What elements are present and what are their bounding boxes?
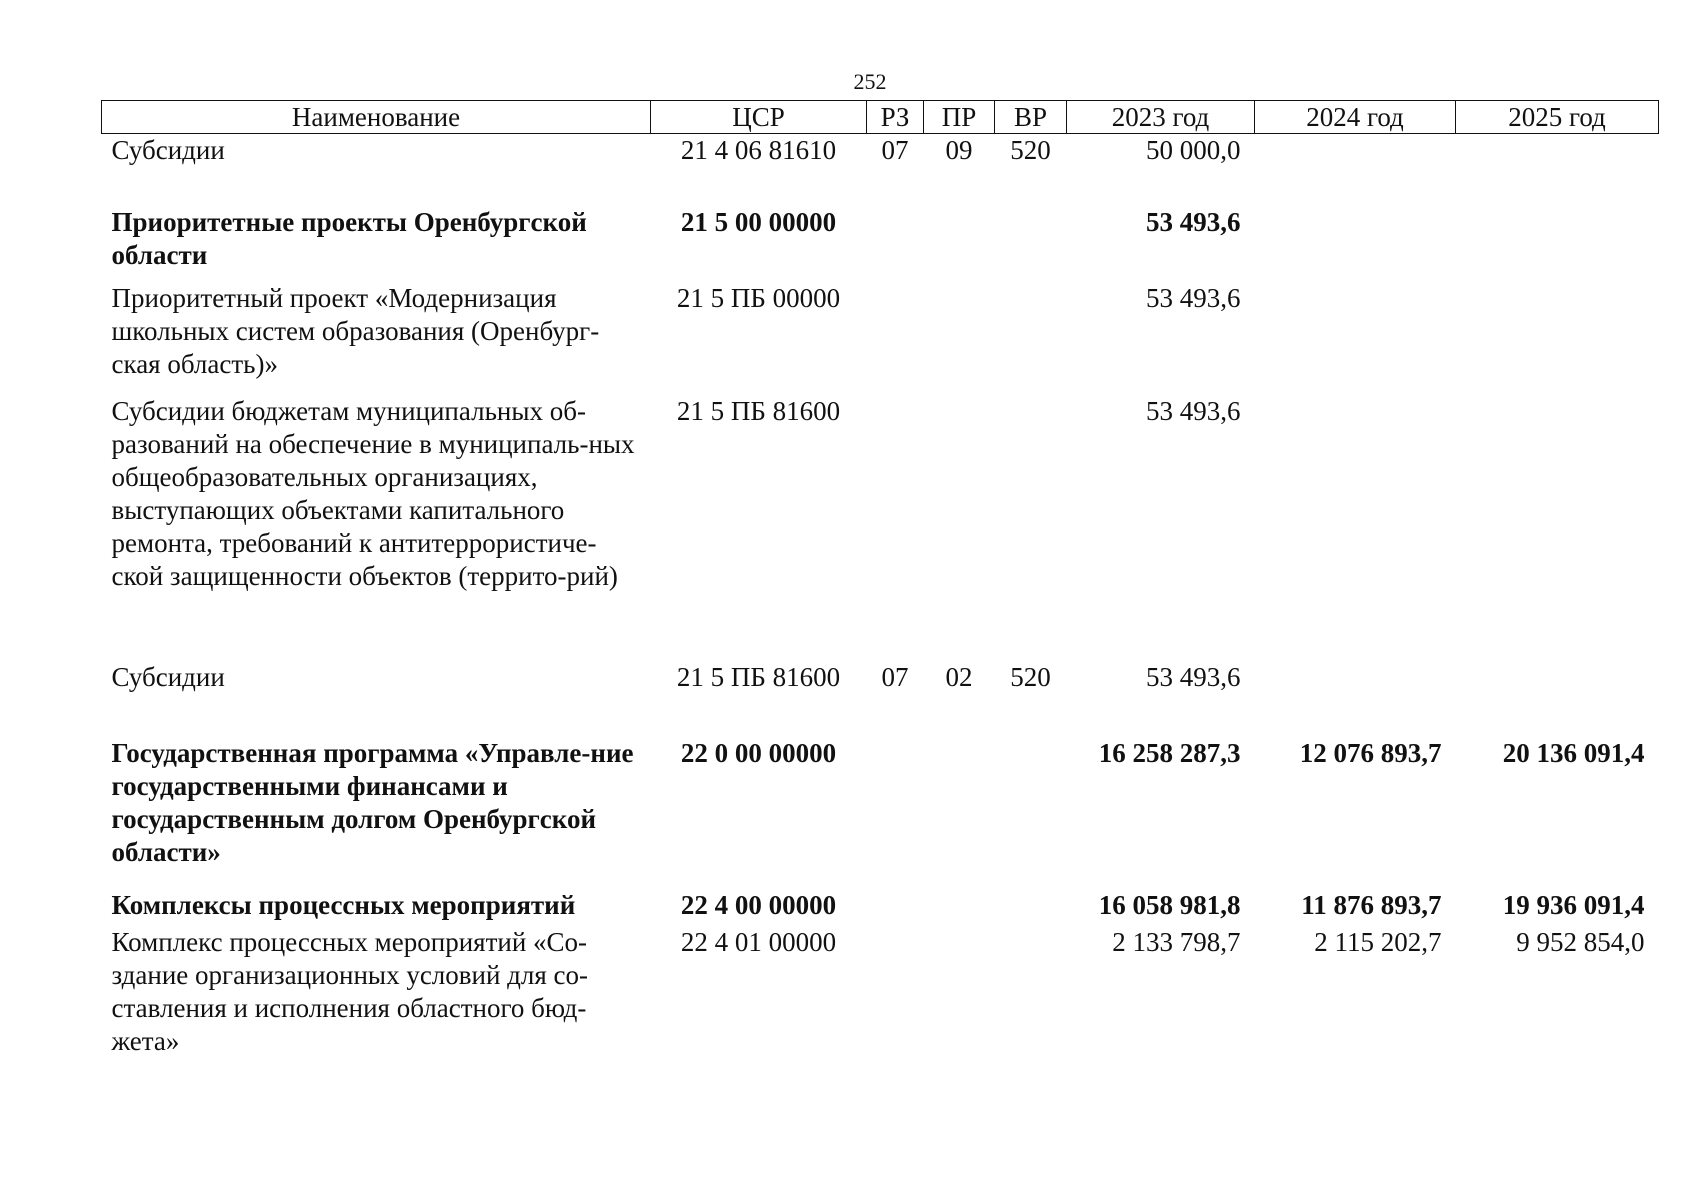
- table-row: [102, 661, 1659, 737]
- row-2023: 50 000,0: [1146, 135, 1241, 165]
- row-rz: 07: [881, 661, 909, 692]
- table-row: [102, 134, 1659, 206]
- row-2025: [1456, 206, 1659, 282]
- row-vr: [995, 206, 1067, 282]
- header-name: Наименование: [102, 101, 651, 134]
- row-2024: [1255, 206, 1456, 282]
- table-row: [102, 889, 1659, 926]
- row-2023: 53 493,6: [1146, 206, 1241, 237]
- header-2023: 2023 год: [1067, 101, 1255, 134]
- row-csr: 22 4 00 00000: [680, 889, 837, 920]
- row-vr: [995, 737, 1067, 889]
- page-number: 252: [853, 69, 887, 94]
- table-row: [102, 926, 1659, 1066]
- row-csr: 21 5 ПБ 81600: [676, 661, 841, 692]
- row-name: Приоритетный проект «Модернизация школьных систем образования (Оренбург-ская область)»: [111, 282, 600, 379]
- row-2023: 53 493,6: [1146, 282, 1241, 313]
- row-pr: [924, 889, 995, 926]
- row-pr: [924, 206, 995, 282]
- header-2024: 2024 год: [1255, 101, 1456, 134]
- row-rz: [867, 395, 924, 661]
- budget-table: [101, 100, 1659, 1066]
- table-row: [102, 737, 1659, 889]
- row-2025: 9 952 854,0: [1516, 926, 1645, 957]
- row-name: Субсидии бюджетам муниципальных об-разований на обеспечение в муниципаль-ных общеобразовательных организациях, выступающих объектами капитального ремонта, требований к антитеррористиче-ской защищенности объектов (террито-рий): [111, 395, 635, 591]
- header-2025: 2025 год: [1456, 101, 1659, 134]
- row-rz: [867, 889, 924, 926]
- row-name: Приоритетные проекты Оренбургской области: [111, 206, 587, 270]
- table-row: [102, 206, 1659, 282]
- row-2025: [1456, 395, 1659, 661]
- row-2025: [1456, 282, 1659, 395]
- row-csr: 22 4 01 00000: [680, 926, 837, 957]
- row-name: Государственная программа «Управле-ние государственными финансами и государственным долгом Оренбургской области»: [111, 737, 634, 867]
- row-pr: [924, 395, 995, 661]
- row-vr: [995, 395, 1067, 661]
- header-pr: ПР: [924, 101, 995, 134]
- row-name: Субсидии: [111, 135, 225, 165]
- row-pr: [924, 926, 995, 1066]
- row-vr: [995, 282, 1067, 395]
- row-csr: 21 5 00 00000: [680, 206, 837, 237]
- row-csr: 22 0 00 00000: [680, 737, 837, 768]
- row-rz: [867, 737, 924, 889]
- table-row: [102, 395, 1659, 661]
- row-2024: [1255, 661, 1456, 737]
- row-vr: [995, 889, 1067, 926]
- row-2023: 16 058 981,8: [1098, 889, 1241, 920]
- row-rz: 07: [881, 135, 909, 165]
- row-2025: 20 136 091,4: [1502, 737, 1645, 768]
- table-row: [102, 282, 1659, 395]
- row-name: Субсидии: [111, 661, 225, 692]
- row-vr: [995, 926, 1067, 1066]
- row-pr: [924, 282, 995, 395]
- row-2024: [1255, 134, 1456, 206]
- row-name: Комплекс процессных мероприятий «Со-здание организационных условий для со-ставления и исполнения областного бюд-жета»: [111, 926, 589, 1056]
- row-2024: 12 076 893,7: [1299, 737, 1442, 768]
- row-rz: [867, 926, 924, 1066]
- row-csr: 21 4 06 81610: [680, 135, 837, 165]
- row-rz: [867, 206, 924, 282]
- row-2025: 19 936 091,4: [1502, 889, 1645, 920]
- header-csr: ЦСР: [651, 101, 867, 134]
- row-vr: 520: [1010, 135, 1051, 165]
- row-name: Комплексы процессных мероприятий: [111, 889, 576, 920]
- row-2023: 16 258 287,3: [1098, 737, 1241, 768]
- row-rz: [867, 282, 924, 395]
- row-2024: 2 115 202,7: [1314, 926, 1442, 957]
- header-rz: РЗ: [867, 101, 924, 134]
- row-pr: 02: [945, 661, 973, 692]
- row-2025: [1456, 134, 1659, 206]
- row-2024: 11 876 893,7: [1301, 889, 1442, 920]
- row-2024: [1255, 282, 1456, 395]
- row-2023: 53 493,6: [1146, 395, 1241, 426]
- row-2025: [1456, 661, 1659, 737]
- row-2023: 53 493,6: [1146, 661, 1241, 692]
- row-2024: [1255, 395, 1456, 661]
- row-csr: 21 5 ПБ 81600: [676, 395, 841, 426]
- table-header-row: [102, 101, 1659, 134]
- row-vr: 520: [1010, 661, 1051, 692]
- row-csr: 21 5 ПБ 00000: [676, 282, 841, 313]
- header-vr: ВР: [995, 101, 1067, 134]
- row-pr: 09: [945, 135, 973, 165]
- row-pr: [924, 737, 995, 889]
- row-2023: 2 133 798,7: [1112, 926, 1241, 957]
